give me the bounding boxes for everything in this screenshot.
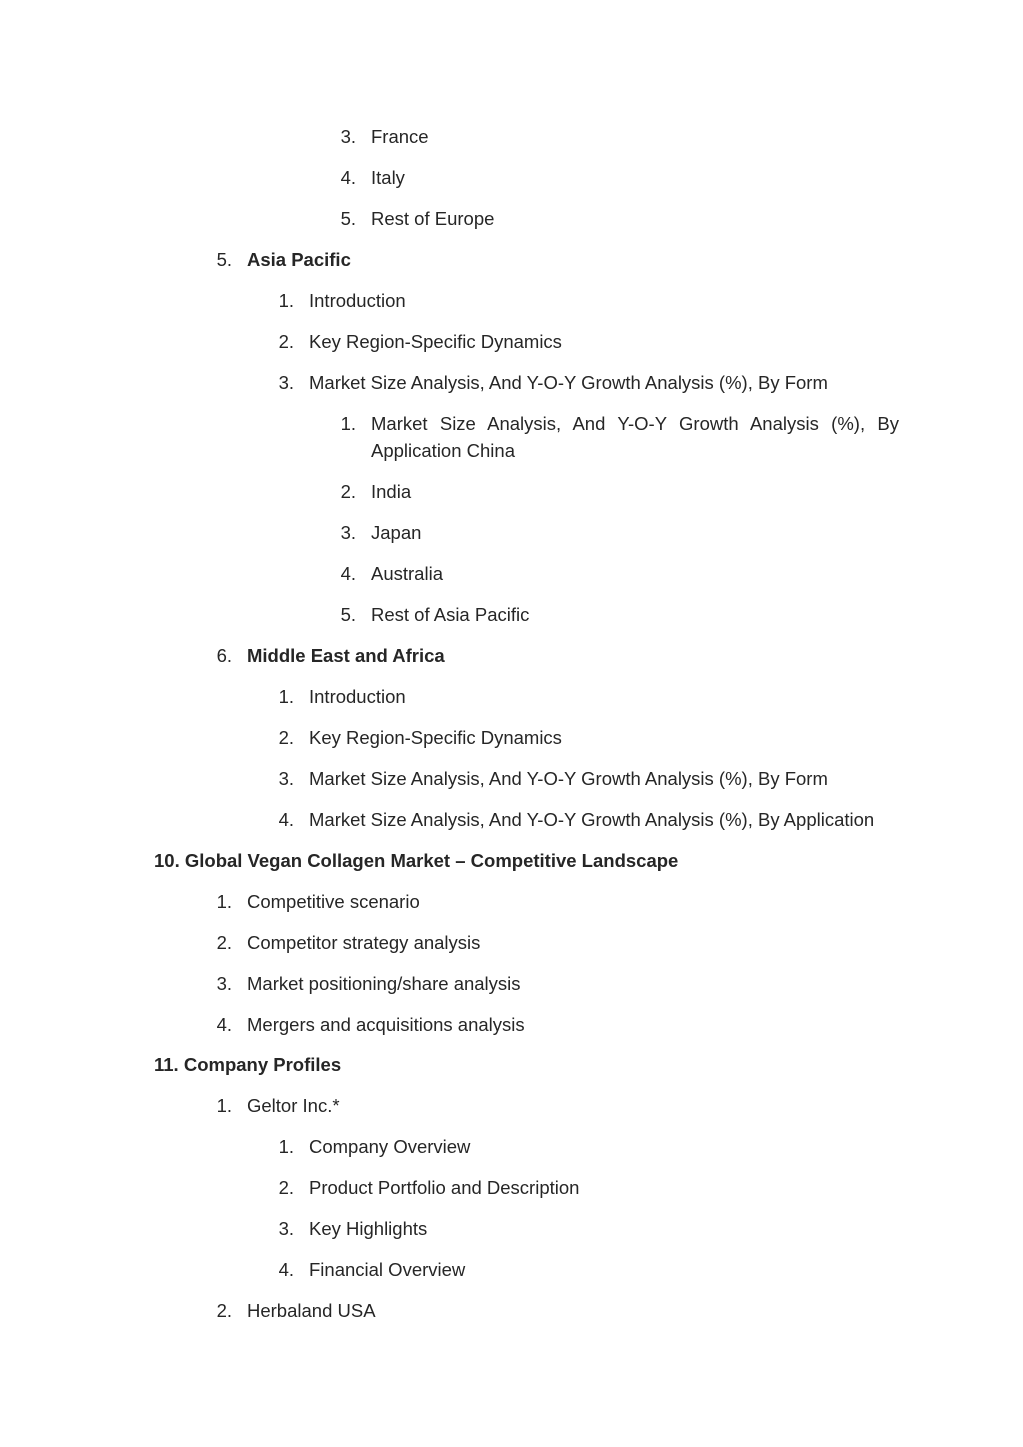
list-text: Introduction <box>309 290 406 311</box>
list-number: 1. <box>278 290 294 311</box>
list-text: Italy <box>371 167 405 188</box>
list-number: 2. <box>278 727 294 748</box>
list-number: 4. <box>278 809 294 830</box>
list-number: 4. <box>216 1014 232 1035</box>
list-text: Rest of Asia Pacific <box>371 604 530 625</box>
list-number: 4. <box>278 1259 294 1280</box>
list-text: Competitive scenario <box>247 891 420 912</box>
list-number: 5. <box>340 208 356 229</box>
list-text: Rest of Europe <box>371 208 495 229</box>
list-text: Market Size Analysis, And Y-O-Y Growth Analysis (%), By Form <box>309 768 828 789</box>
list-text: Financial Overview <box>309 1259 466 1280</box>
list-number: 2. <box>216 1300 232 1321</box>
list-number: 1. <box>278 686 294 707</box>
list-number: 3. <box>340 126 356 147</box>
company-name: Herbaland USA <box>247 1300 376 1321</box>
list-number: 2. <box>340 481 356 502</box>
list-number: 6. <box>216 645 232 666</box>
list-text: Market positioning/share analysis <box>247 973 521 994</box>
section-heading-company-profiles: 11. Company Profiles <box>154 1054 342 1075</box>
region-title: Middle East and Africa <box>247 645 445 666</box>
section-heading-competitive-landscape: 10. Global Vegan Collagen Market – Competitive Landscape <box>154 850 679 871</box>
list-text: Mergers and acquisitions analysis <box>247 1014 525 1035</box>
list-number: 3. <box>278 372 294 393</box>
list-text: Key Region-Specific Dynamics <box>309 727 562 748</box>
list-text: Market Size Analysis, And Y-O-Y Growth Analysis (%), By Application <box>309 809 875 830</box>
list-text: India <box>371 481 412 502</box>
list-number: 1. <box>278 1136 294 1157</box>
list-number: 3. <box>340 522 356 543</box>
list-text: Australia <box>371 563 443 584</box>
list-text: Product Portfolio and Description <box>309 1177 580 1198</box>
list-text: Market Size Analysis, And Y-O-Y Growth Analysis (%), By Form <box>309 372 828 393</box>
list-number: 1. <box>216 1095 232 1116</box>
list-text: France <box>371 126 429 147</box>
list-number: 3. <box>278 768 294 789</box>
list-number: 1. <box>340 413 356 434</box>
list-number: 5. <box>216 249 232 270</box>
list-text: Competitor strategy analysis <box>247 932 481 953</box>
list-number: 4. <box>340 167 356 188</box>
list-text: Japan <box>371 522 422 543</box>
list-text: Company Overview <box>309 1136 471 1157</box>
list-text: Key Region-Specific Dynamics <box>309 331 562 352</box>
list-number: 1. <box>216 891 232 912</box>
company-name: Geltor Inc.* <box>247 1095 340 1116</box>
list-text: Market Size Analysis, And Y-O-Y Growth Analysis (%), By Application China <box>371 413 899 461</box>
list-number: 4. <box>340 563 356 584</box>
list-number: 3. <box>278 1218 294 1239</box>
list-number: 2. <box>278 1177 294 1198</box>
list-number: 3. <box>216 973 232 994</box>
list-number: 2. <box>216 932 232 953</box>
list-text: Key Highlights <box>309 1218 428 1239</box>
list-text: Introduction <box>309 686 406 707</box>
list-number: 2. <box>278 331 294 352</box>
list-number: 5. <box>340 604 356 625</box>
region-title: Asia Pacific <box>247 249 351 270</box>
